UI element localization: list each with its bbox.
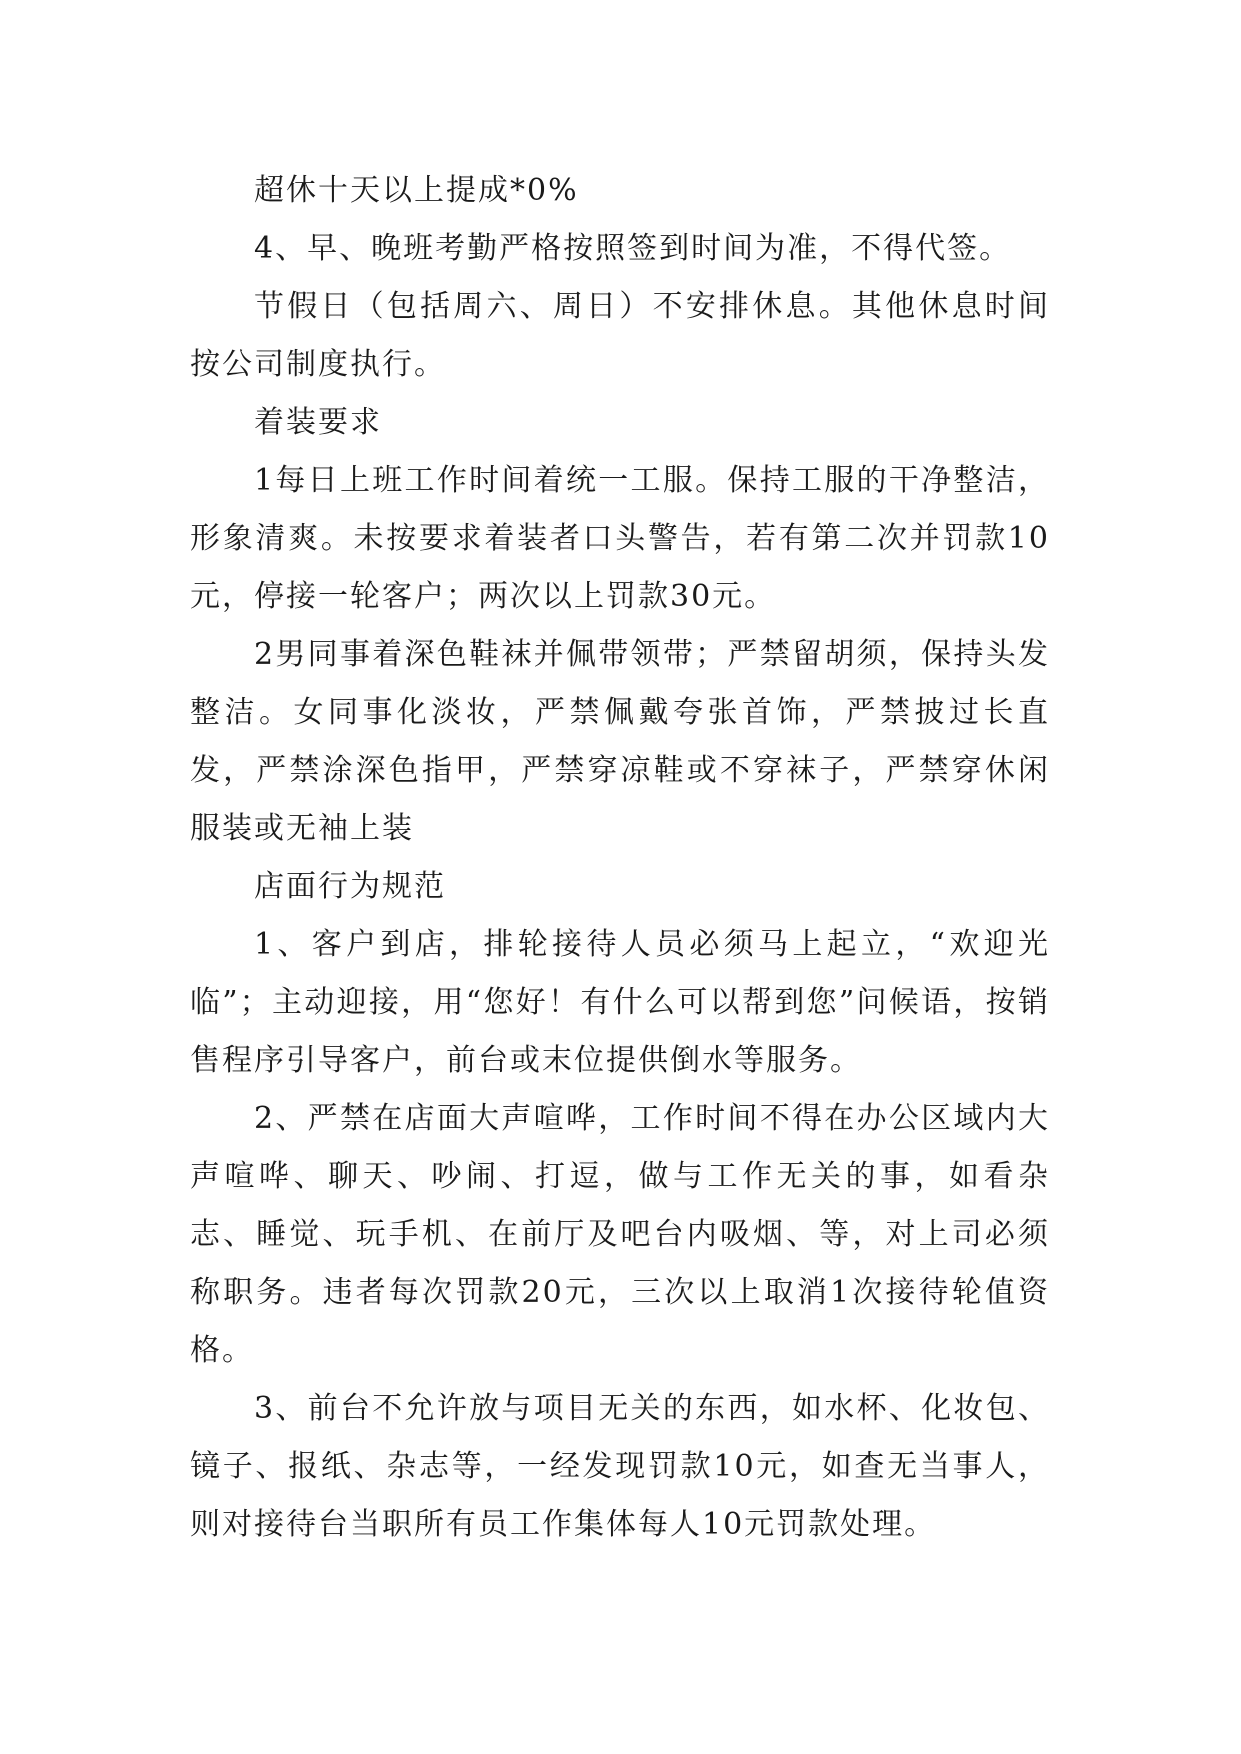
paragraph-holiday: 节假日（包括周六、周日）不安排休息。其他休息时间按公司制度执行。	[190, 289, 1050, 382]
section-heading-store-conduct: 店面行为规范	[254, 869, 446, 904]
document-body	[190, 162, 1050, 1554]
paragraph-conduct-greeting: 1、客户到店，排轮接待人员必须马上起立，“欢迎光临”；主动迎接，用“您好！有什么可以帮到您”问候语，按销售程序引导客户，前台或末位提供倒水等服务。	[190, 927, 1050, 1078]
paragraph-dress-grooming: 2男同事着深色鞋袜并佩带领带；严禁留胡须，保持头发整洁。女同事化淡妆，严禁佩戴夸张首饰，严禁披过长直发，严禁涂深色指甲，严禁穿凉鞋或不穿袜子，严禁穿休闲服装或无袖上装	[190, 637, 1050, 846]
section-heading-dress-code: 着装要求	[254, 405, 382, 440]
paragraph-conduct-front-desk: 3、前台不允许放与项目无关的东西，如水杯、化妆包、镜子、报纸、杂志等，一经发现罚款10元，如查无当事人，则对接待台当职所有员工作集体每人10元罚款处理。	[190, 1391, 1050, 1542]
paragraph-overtime-rest: 超休十天以上提成*0%	[254, 173, 579, 208]
paragraph-dress-uniform: 1每日上班工作时间着统一工服。保持工服的干净整洁，形象清爽。未按要求着装者口头警告，若有第二次并罚款10元，停接一轮客户；两次以上罚款30元。	[190, 463, 1050, 614]
paragraph-conduct-noise: 2、严禁在店面大声喧哗，工作时间不得在办公区域内大声喧哗、聊天、吵闹、打逗，做与工作无关的事，如看杂志、睡觉、玩手机、在前厅及吧台内吸烟、等，对上司必须称职务。违者每次罚款20元，三次以上取消1次接待轮值资格。	[190, 1101, 1050, 1368]
paragraph-attendance: 4、早、晚班考勤严格按照签到时间为准，不得代签。	[254, 231, 1012, 266]
